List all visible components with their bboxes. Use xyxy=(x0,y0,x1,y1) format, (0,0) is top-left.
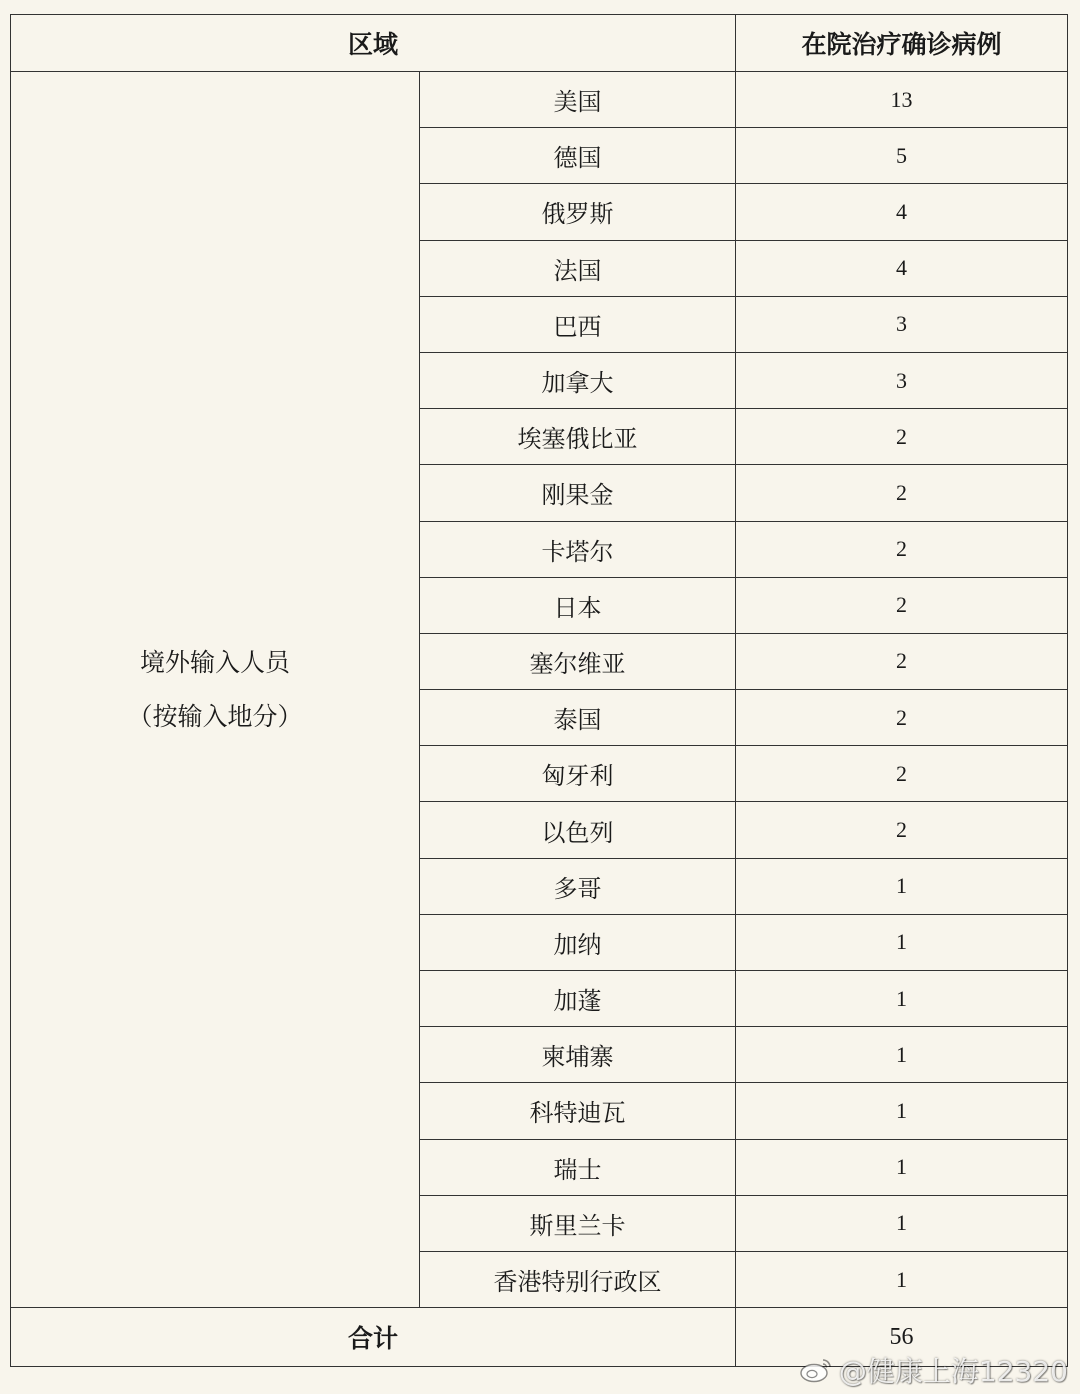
count-cell: 5 xyxy=(736,128,1068,184)
place-cell: 多哥 xyxy=(420,858,736,914)
header-cases: 在院治疗确诊病例 xyxy=(736,15,1068,72)
place-cell: 德国 xyxy=(420,128,736,184)
place-cell: 刚果金 xyxy=(420,465,736,521)
count-cell: 1 xyxy=(736,971,1068,1027)
place-cell: 香港特别行政区 xyxy=(420,1251,736,1307)
place-cell: 法国 xyxy=(420,240,736,296)
count-cell: 1 xyxy=(736,858,1068,914)
count-cell: 2 xyxy=(736,577,1068,633)
count-cell: 1 xyxy=(736,1083,1068,1139)
place-cell: 匈牙利 xyxy=(420,746,736,802)
place-cell: 俄罗斯 xyxy=(420,184,736,240)
place-cell: 加蓬 xyxy=(420,971,736,1027)
place-cell: 加纳 xyxy=(420,914,736,970)
count-cell: 2 xyxy=(736,746,1068,802)
watermark-text: @健康上海12320 xyxy=(838,1355,1068,1388)
place-cell: 科特迪瓦 xyxy=(420,1083,736,1139)
place-cell: 以色列 xyxy=(420,802,736,858)
count-cell: 2 xyxy=(736,690,1068,746)
place-cell: 斯里兰卡 xyxy=(420,1195,736,1251)
group-label-line2: （按输入地分） xyxy=(127,701,303,731)
place-cell: 塞尔维亚 xyxy=(420,633,736,689)
weibo-icon xyxy=(799,1357,833,1383)
table-header-row xyxy=(11,15,1068,72)
count-cell: 2 xyxy=(736,802,1068,858)
count-cell: 13 xyxy=(736,72,1068,128)
count-cell: 1 xyxy=(736,1139,1068,1195)
count-cell: 1 xyxy=(736,1251,1068,1307)
place-cell: 泰国 xyxy=(420,690,736,746)
count-cell: 1 xyxy=(736,1195,1068,1251)
cases-table xyxy=(10,14,1068,1367)
group-label-line1: 境外输入人员 xyxy=(139,647,290,677)
total-count: 56 xyxy=(736,1308,1068,1367)
place-cell: 瑞士 xyxy=(420,1139,736,1195)
place-cell: 美国 xyxy=(420,72,736,128)
place-cell: 巴西 xyxy=(420,296,736,352)
count-cell: 2 xyxy=(736,409,1068,465)
count-cell: 2 xyxy=(736,633,1068,689)
place-cell: 柬埔寨 xyxy=(420,1027,736,1083)
count-cell: 1 xyxy=(736,914,1068,970)
table-row xyxy=(11,72,1068,128)
count-cell: 2 xyxy=(736,521,1068,577)
watermark xyxy=(799,1350,1068,1390)
header-region: 区域 xyxy=(11,15,736,72)
total-label: 合计 xyxy=(11,1308,736,1367)
place-cell: 埃塞俄比亚 xyxy=(420,409,736,465)
place-cell: 日本 xyxy=(420,577,736,633)
group-label-cell xyxy=(11,72,420,1308)
count-cell: 4 xyxy=(736,240,1068,296)
place-cell: 加拿大 xyxy=(420,352,736,408)
count-cell: 2 xyxy=(736,465,1068,521)
place-cell: 卡塔尔 xyxy=(420,521,736,577)
count-cell: 3 xyxy=(736,296,1068,352)
count-cell: 1 xyxy=(736,1027,1068,1083)
count-cell: 4 xyxy=(736,184,1068,240)
count-cell: 3 xyxy=(736,352,1068,408)
table-body xyxy=(11,72,1068,1367)
